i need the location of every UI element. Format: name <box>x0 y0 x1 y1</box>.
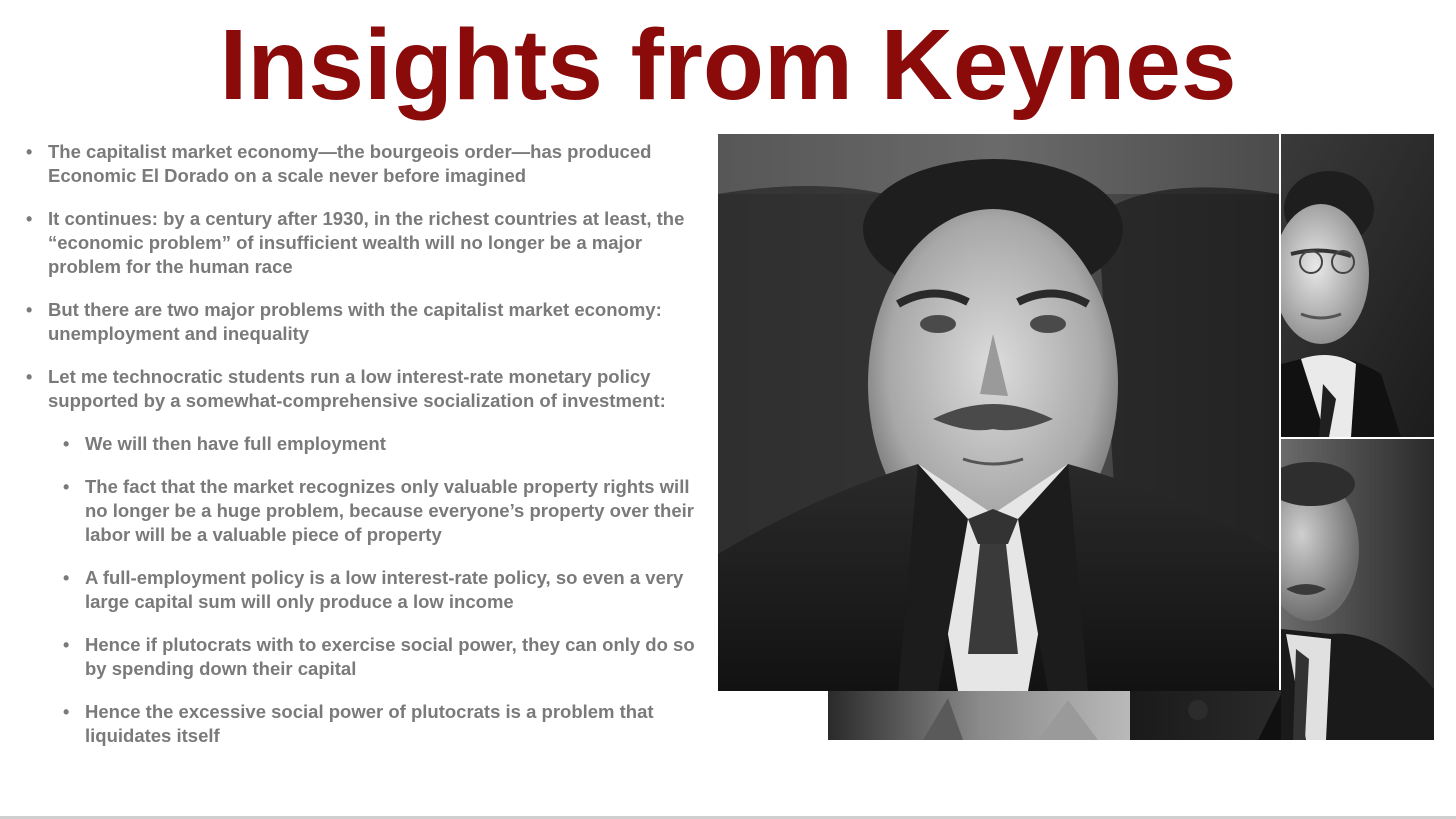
bullet-dot: • <box>63 568 70 588</box>
bullet-dot: • <box>26 142 33 162</box>
bullet-text: Hence if plutocrats with to exercise social power, they can only do so by spending down their capital <box>85 634 695 679</box>
bullet-item <box>26 298 710 346</box>
bullet-item <box>26 365 710 413</box>
portrait-photo-young <box>1281 134 1434 437</box>
bullet-text: A full-employment policy is a low interest-rate policy, so even a very large capital sum will only produce a low income <box>85 567 684 612</box>
bullet-dot: • <box>63 477 70 497</box>
sub-bullet-item <box>63 700 710 748</box>
bullet-text: Let me technocratic students run a low interest-rate monetary policy supported by a somewhat-comprehensive socialization of investment: <box>48 366 666 411</box>
sub-bullet-item <box>63 566 710 614</box>
bullet-dot: • <box>26 367 33 387</box>
sub-bullet-item <box>63 432 710 456</box>
bullet-text: It continues: by a century after 1930, in the richest countries at least, the “economic problem” of insufficient wealth will no longer be a major problem for the human race <box>48 208 685 277</box>
portrait-photo-older <box>1281 439 1434 740</box>
portrait-photo-main <box>718 134 1279 691</box>
bullet-text: The fact that the market recognizes only valuable property rights will no longer be a huge problem, because everyone’s property over their labor will be a valuable piece of property <box>85 476 694 545</box>
bullet-item <box>26 140 710 188</box>
bullet-dot: • <box>63 702 70 722</box>
bullet-dot: • <box>63 635 70 655</box>
bullet-text: But there are two major problems with the capitalist market economy: unemployment and inequality <box>48 299 662 344</box>
bullet-dot: • <box>63 434 70 454</box>
bullet-text: We will then have full employment <box>85 433 386 454</box>
bullet-dot: • <box>26 209 33 229</box>
slide-title: Insights from Keynes <box>219 9 1237 121</box>
sub-bullet-item <box>63 475 710 547</box>
portrait-photo-strip <box>828 690 1434 740</box>
bullet-text: The capitalist market economy—the bourgeois order—has produced Economic El Dorado on a scale never before imagined <box>48 141 652 186</box>
bullet-item <box>26 207 710 279</box>
bullet-dot: • <box>26 300 33 320</box>
sub-bullet-item <box>63 633 710 681</box>
bullet-text: Hence the excessive social power of plutocrats is a problem that liquidates itself <box>85 701 654 746</box>
bullet-list <box>26 140 710 767</box>
